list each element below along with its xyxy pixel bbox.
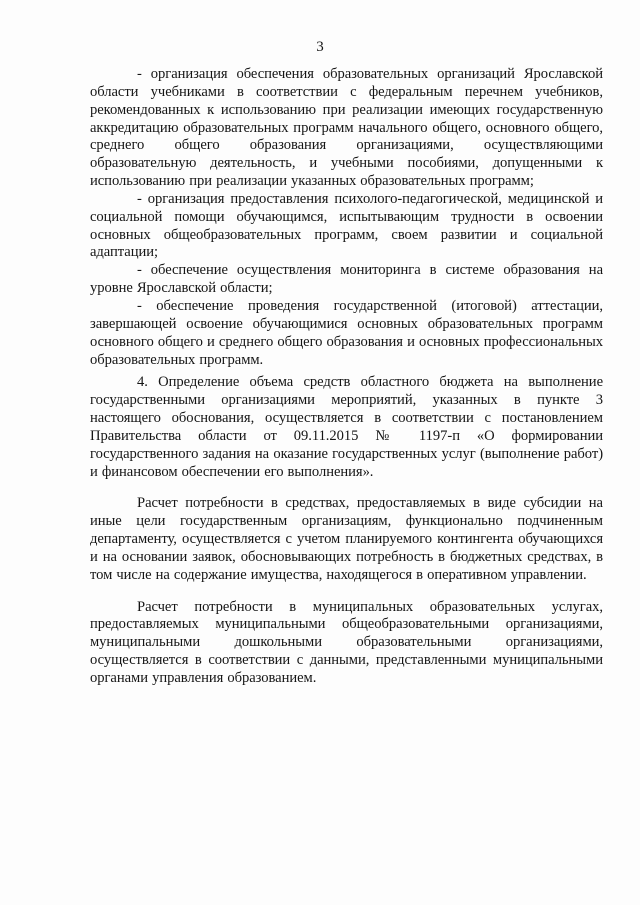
paragraph-subsidy-calculation: Расчет потребности в средствах, предоставляемых в виде субсидии на иные цели государственным организациям, функционально подчиненным департаменту, осуществляется с учетом планируемого контингента обучающихся и на основании заявок, обосновывающих потребность в бюджетных средствах, в том числе на содержание имущества, находящегося в оперативном управлении.: [90, 495, 603, 583]
document-body: [90, 66, 603, 688]
paragraph-education-monitoring: - обеспечение осуществления мониторинга в системе образования на уровне Ярославской области;: [90, 262, 603, 297]
page-number: 3: [316, 39, 324, 55]
paragraph-textbook-provision: - организация обеспечения образовательных организаций Ярославской области учебниками в соответствии с федеральным перечнем учебников, рекомендованных к использованию при реализации имеющих государственную аккредитацию образовательных программ начального общего, основного общего, среднего общего образования организациями, осуществляющими образовательную деятельность, и учебными пособиями, допущенными к использованию при реализации указанных образовательных программ;: [90, 66, 603, 190]
paragraph-final-attestation: - обеспечение проведения государственной (итоговой) аттестации, завершающей освоение обучающимися основных образовательных программ основного общего и среднего общего образования и основных профессиональных образовательных программ.: [90, 297, 603, 368]
paragraph-psychological-assistance: - организация предоставления психолого-педагогической, медицинской и социальной помощи обучающимся, испытывающим трудности в освоении основных общеобразовательных программ, своем развитии и социальной адаптации;: [90, 190, 603, 261]
paragraph-budget-volume: 4. Определение объема средств областного бюджета на выполнение государственными организациями мероприятий, указанных в пункте 3 настоящего обоснования, осуществляется в соответствии с постановлением Правительства области от 09.11.2015 № 1197-п «О формировании государственного задания на оказание государственных услуг (выполнение работ) и финансовом обеспечении его выполнения».: [90, 374, 603, 480]
paragraph-municipal-services: Расчет потребности в муниципальных образовательных услугах, предоставляемых муниципальными общеобразовательными организациями, муниципальными дошкольными образовательными организациями, осуществляется в соответствии с данными, представленными муниципальными органами управления образованием.: [90, 598, 603, 686]
